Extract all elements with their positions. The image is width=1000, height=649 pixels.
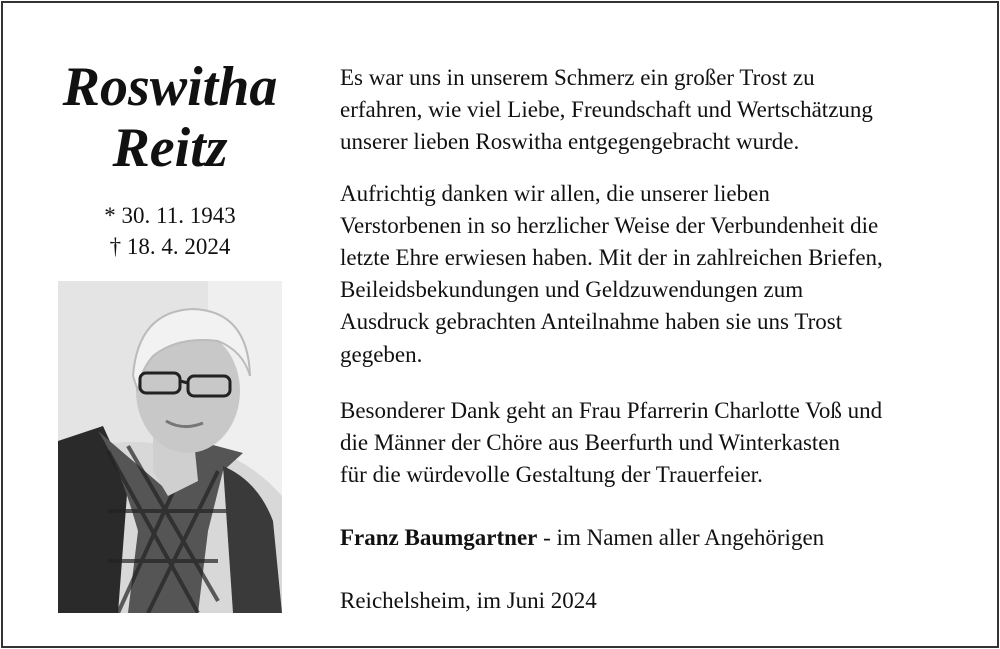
- notice-body: [340, 62, 980, 617]
- text-line: Es war uns in unserem Schmerz ein großer Trost zu: [340, 65, 815, 90]
- text-line: letzte Ehre erwiesen haben. Mit der in zahlreichen Briefen,: [340, 245, 883, 271]
- death-date: † 18. 4. 2024: [109, 234, 231, 259]
- text-line: Besonderer Dank geht an Frau Pfarrerin Charlotte Voß und: [340, 397, 883, 423]
- place-date: Reichelsheim, im Juni 2024: [340, 587, 597, 613]
- text-line: für die würdevolle Gestaltung der Trauerfeier.: [340, 462, 763, 488]
- paragraph-thanks: [340, 62, 980, 159]
- deceased-first-name: Roswitha: [62, 56, 278, 118]
- text-line: die Männer der Chöre aus Beerfurth und Winterkasten: [340, 430, 841, 456]
- life-dates: [30, 200, 310, 262]
- text-line: gegeben.: [340, 341, 423, 367]
- signature: [340, 522, 980, 554]
- birth-date: * 30. 11. 1943: [104, 203, 236, 228]
- paragraph-gratitude: [340, 178, 980, 371]
- text-line: Beileidsbekundungen und Geldzuwendungen zum: [340, 277, 804, 303]
- text-line: erfahren, wie viel Liebe, Freundschaft und Wertschätzung: [340, 97, 873, 123]
- text-line: unserer lieben Roswitha entgegengebracht wurde.: [340, 129, 800, 155]
- portrait-photo: [58, 281, 282, 613]
- text-line: Ausdruck gebrachten Anteilnahme haben sie uns Trost: [340, 309, 843, 335]
- text-line: Verstorbenen in so herzlicher Weise der Verbundenheit die: [340, 212, 879, 238]
- signature-suffix: - im Namen aller Angehörigen: [537, 525, 825, 551]
- paragraph-special-thanks: [340, 395, 980, 492]
- text-line: Aufrichtig danken wir allen, die unserer lieben: [340, 180, 770, 206]
- signature-name: Franz Baumgartner: [340, 525, 538, 551]
- deceased-last-name: Reitz: [112, 117, 228, 179]
